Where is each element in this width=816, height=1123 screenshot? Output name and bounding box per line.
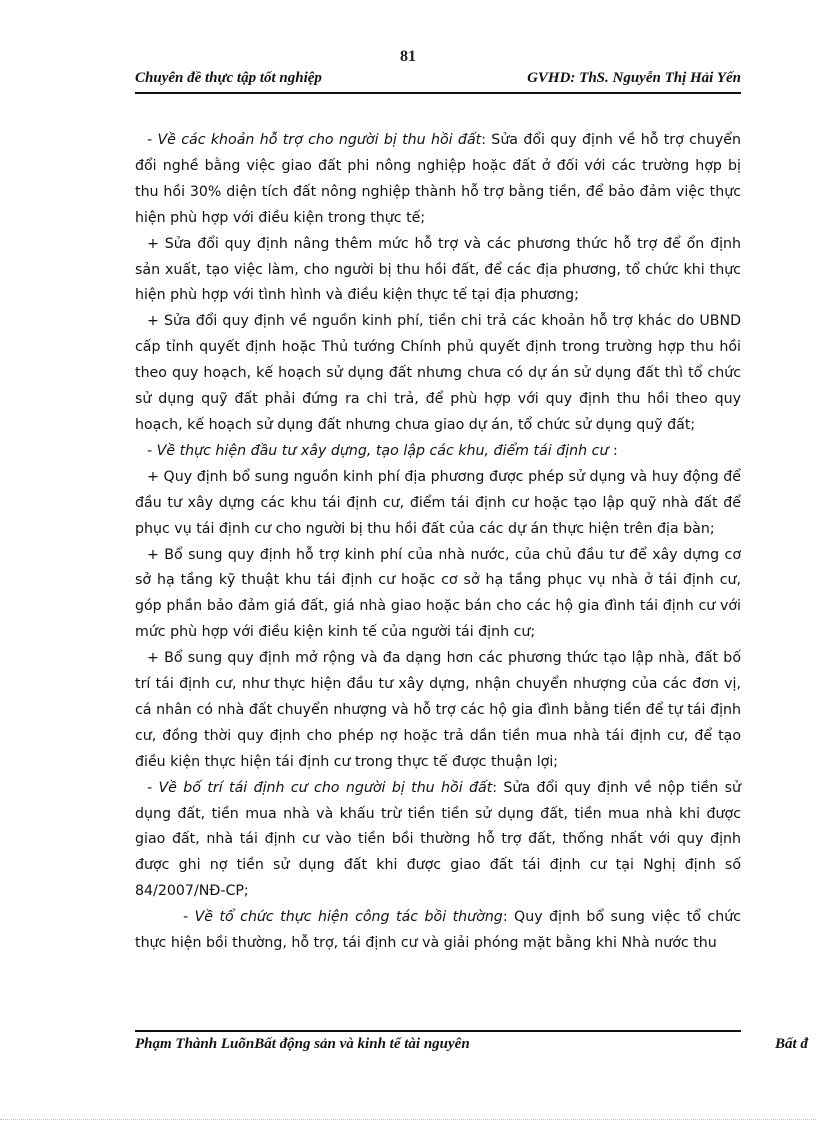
page-header [135,70,741,94]
paragraph [135,646,741,776]
paragraph [135,309,741,439]
paragraph [135,543,741,647]
header-document-type: Chuyên đề thực tập tốt nghiệp [135,70,322,86]
paragraph-text: + Quy định bổ sung nguồn kinh phí địa phương được phép sử dụng và huy động để đầu tư xây dựng các khu tái định cư, điểm tái định cư hoặc tạo lập quỹ nhà đất để phục vụ tái định cư cho người bị thu hồi đất của các dự án thực hiện trên địa bàn; [135,468,741,537]
paragraph-text: : Quy định bổ sung việc tổ chức thực hiện bồi thường, hỗ trợ, tái định cư và giải phóng mặt bằng khi Nhà nước thu [135,909,741,952]
paragraph [135,776,741,906]
paragraph-text: : [608,442,618,459]
paragraph [135,232,741,310]
paragraph-text: + Sửa đổi quy định về nguồn kinh phí, tiền chi trả các khoản hỗ trợ khác do UBND cấp tỉnh quyết định hoặc Thủ tướng Chính phủ quyết định trong trường hợp thu hồi theo quy hoạch, kế hoạch sử dụng đất nhưng chưa có dự án sử dụng đất thì tổ chức sử dụng quỹ đất phải đứng ra chi trả, để phù hợp với quy định thu hồi theo quy hoạch, kế hoạch sử dụng đất nhưng chưa giao dự án, tổ chức sử dụng quỹ đất; [135,313,741,433]
paragraph [135,465,741,543]
paragraph-heading: - Về bố trí tái định cư cho người bị thu hồi đất [147,779,493,796]
paragraph [135,439,741,465]
page-bottom-dotted-line [0,1119,816,1120]
paragraph [135,128,741,232]
paragraph-heading: - Về tổ chức thực hiện công tác bồi thường [183,909,503,926]
paragraph-text: : Sửa đổi quy định về hỗ trợ chuyển đổi nghề bằng việc giao đất phi nông nghiệp hoặc đất ở đối với các trường hợp bị thu hồi 30% diện tích đất nông nghiệp thành hỗ trợ bằng tiền, để bảo đảm việc thực hiện phù hợp với điều kiện trong thực tế; [135,132,741,226]
footer-truncated-text: Bất đ [775,1036,808,1052]
paragraph-text: + Bổ sung quy định mở rộng và đa dạng hơn các phương thức tạo lập nhà, đất bố trí tái định cư, như thực hiện đầu tư xây dựng, nhận chuyển nhượng của các đơn vị, cá nhân có nhà đất chuyển nhượng và hỗ trợ các hộ gia đình bằng tiền để tự tái định cư, đồng thời quy định cho phép nợ hoặc trả dần tiền mua nhà tái định cư, để tạo điều kiện thực hiện tái định cư trong thực tế được thuận lợi; [135,650,741,770]
paragraph-text: + Bổ sung quy định hỗ trợ kinh phí của nhà nước, của chủ đầu tư để xây dựng cơ sở hạ tầng kỹ thuật khu tái định cư hoặc cơ sở hạ tầng phục vụ nhà ở tái định cư, góp phần bảo đảm giá đất, giá nhà giao hoặc bán cho các hộ gia đình tái định cư với mức phù hợp với điều kiện kinh tế của người tái định cư; [135,546,741,641]
page-footer [135,1036,816,1058]
paragraph [135,905,741,957]
footer-divider [135,1030,741,1032]
body-text [135,128,741,957]
paragraph-heading: - Về thực hiện đầu tư xây dựng, tạo lập các khu, điểm tái định cư [147,442,609,459]
paragraph-text: + Sửa đổi quy định nâng thêm mức hỗ trợ và các phương thức hỗ trợ để ổn định sản xuất, tạo việc làm, cho người bị thu hồi đất, để các địa phương, tổ chức khi thực hiện phù hợp với tình hình và điều kiện thực tế tại địa phương; [135,235,741,304]
page-number: 81 [400,48,416,65]
header-supervisor: GVHD: ThS. Nguyễn Thị Hải Yến [527,70,741,86]
footer-author: Phạm Thành LuõnBất động sản và kinh tế tài nguyên [135,1036,470,1052]
paragraph-heading: - Về các khoản hỗ trợ cho người bị thu hồi đất [147,132,482,148]
paragraph-text: : Sửa đổi quy định về nộp tiền sử dụng đất, tiền mua nhà và khấu trừ tiền tiền sử dụng đất, tiền mua nhà khi được giao đất, nhà tái định cư vào tiền bồi thường hỗ trợ đất, thống nhất với quy định được ghi nợ tiền sử dụng đất khi được giao đất tái định cư tại Nghị định số 84/2007/NĐ-CP; [135,779,741,900]
